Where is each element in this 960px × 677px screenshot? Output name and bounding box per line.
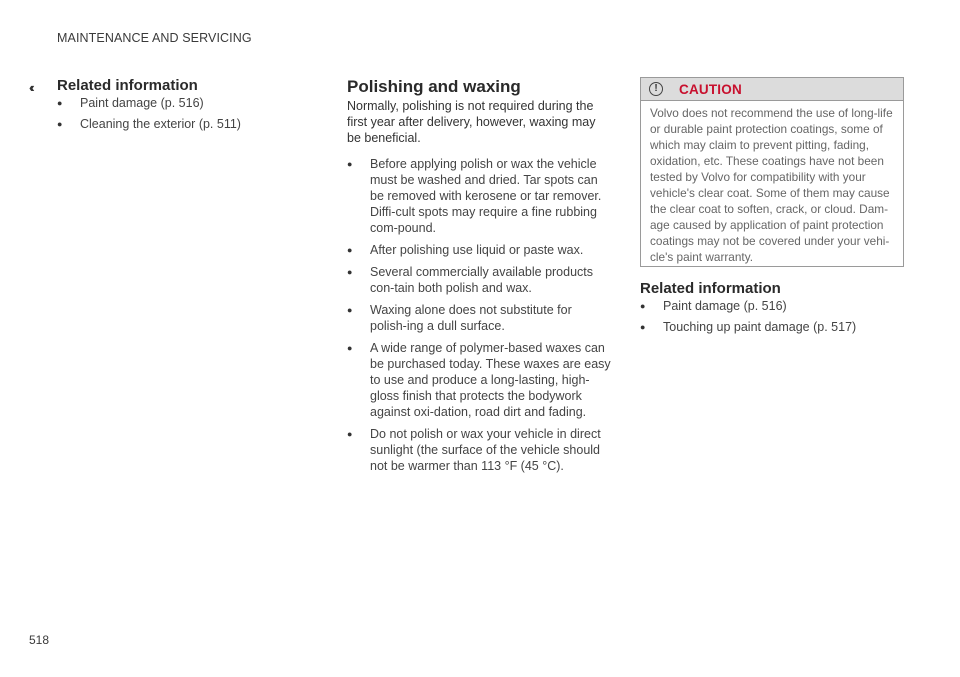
list-item-text: A wide range of polymer-based waxes can be purchased today. These waxes are easy to use and produce a long-lasting, high-gloss finish that protects the bodywork against oxi-dation, road dirt and fading. [370,341,611,419]
related-link-text[interactable]: Touching up paint damage (p. 517) [663,320,857,334]
list-item-text: Several commercially available products con-tain both polish and wax. [370,265,594,295]
list-item-text: Before applying polish or wax the vehicle must be washed and dried. Tar spots can be removed with kerosene or tar remover. Diffi-cult spots may require a fine rubbing com-pound. [370,157,602,235]
bullet-icon: ● [347,429,353,439]
right-related-information [640,280,905,335]
bullet-icon: ● [640,301,646,311]
bullet-icon: ● [347,267,353,277]
list-item [347,242,612,258]
bullet-icon: ● [57,98,63,108]
related-link[interactable] [640,319,905,335]
related-information-heading: Related information [640,280,781,297]
instructions-list [347,156,612,474]
page-title: Polishing and waxing [347,77,521,96]
bullet-icon: ● [347,343,353,353]
list-item-text: Waxing alone does not substitute for polish-ing a dull surface. [370,303,572,333]
bullet-icon: ● [347,159,353,169]
caution-box [640,77,904,267]
list-item [347,156,612,236]
warning-icon: ! [649,82,663,96]
page-number: 518 [29,633,50,647]
list-item-text: After polishing use liquid or paste wax. [370,243,584,257]
bullet-icon: ● [57,119,63,129]
related-links-list [57,95,307,132]
main-article [347,77,612,474]
related-link[interactable] [57,116,307,132]
list-item-text: Do not polish or wax your vehicle in direct sunlight (the surface of the vehicle should not be warmer than 113 °F (45 °C). [370,427,601,473]
caution-title: CAUTION [679,81,742,97]
related-information-heading: Related information [57,77,198,94]
back-chevron-icon[interactable]: ‹‹ [29,80,32,95]
related-links-list [640,298,905,335]
related-link[interactable] [57,95,307,111]
bullet-icon: ● [347,245,353,255]
left-related-information [57,77,307,132]
related-link-text[interactable]: Paint damage (p. 516) [663,299,787,313]
caution-text: Volvo does not recommend the use of long-life or durable paint protection coatings, some of which may claim to prevent pitting, fading, oxidation, etc. These coatings have not been tested by Volvo for compatibility with your vehicle's clear coat. Some of them may cause the clear coat to soften, crack, or cloud. Dam-age caused by application of paint protection coatings may not be covered under your vehi-cle's paint warranty. [650,106,893,264]
list-item [347,302,612,334]
section-header: MAINTENANCE AND SERVICING [57,31,252,45]
bullet-icon: ● [347,305,353,315]
list-item [347,264,612,296]
caution-header [641,78,903,101]
list-item [347,340,612,420]
related-link-text[interactable]: Paint damage (p. 516) [80,96,204,110]
intro-paragraph: Normally, polishing is not required during the first year after delivery, however, waxing may be beneficial. [347,99,596,145]
related-link-text[interactable]: Cleaning the exterior (p. 511) [80,117,241,131]
related-link[interactable] [640,298,905,314]
list-item [347,426,612,474]
bullet-icon: ● [640,322,646,332]
